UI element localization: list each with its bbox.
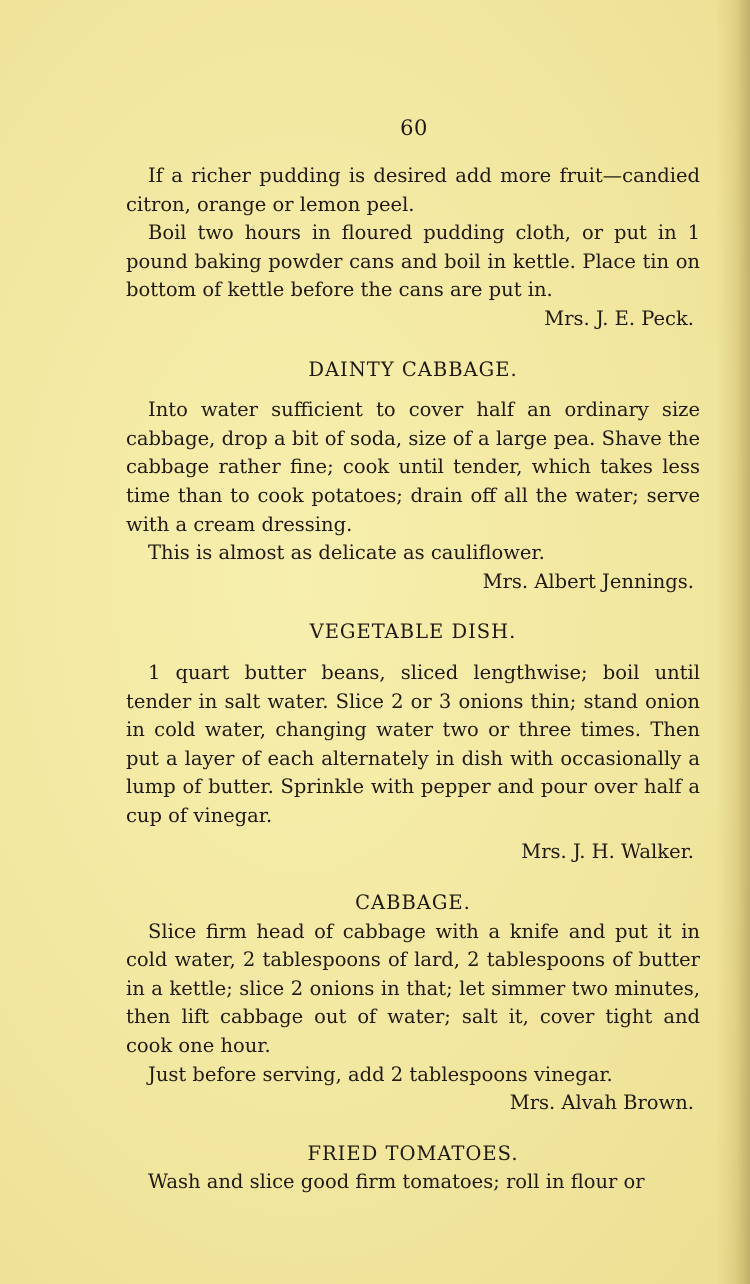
- paragraph: If a richer pudding is desired add more fruit—candied citron, orange or lemon peel.: [126, 164, 700, 216]
- recipe-signature: Mrs. J. H. Walker.: [521, 840, 694, 864]
- paragraph: Wash and slice good firm tomatoes; roll in flour or: [148, 1170, 645, 1194]
- paragraph: Slice firm head of cabbage with a knife and put it in cold water, 2 tablespoons of lard, 2 tablespoons of butter in a kettle; slice 2 onions in that; let simmer two minutes, then lift cabbage out of water; salt it, cover tight and cook one hour.: [126, 919, 700, 1058]
- paragraph: Just before serving, add 2 tablespoons vinegar.: [148, 1062, 613, 1086]
- paragraph: Boil two hours in floured pudding cloth, or put in 1 pound baking powder cans and boil in kettle. Place tin on bottom of kettle before the cans are put in.: [126, 221, 700, 302]
- recipe-vegetable-dish: [126, 618, 700, 867]
- paragraph: 1 quart butter beans, sliced lengthwise; boil until tender in salt water. Slice 2 or 3 onions thin; stand onion in cold water, changing water two or three times. Then put a layer of each alternately in dish with occasionally a lump of butter. Sprinkle with pepper and pour over half a cup of vinegar.: [126, 660, 700, 827]
- paragraph: Into water sufficient to cover half an ordinary size cabbage, drop a bit of soda, size of a large pea. Shave the cabbage rather fine; cook until tender, which takes less time than to cook potatoes; drain off all the water; serve with a cream dressing.: [126, 398, 700, 536]
- page-edge-shadow: [716, 0, 750, 1284]
- recipe-signature: Mrs. J. E. Peck.: [544, 306, 694, 330]
- recipe-heading: DAINTY CABBAGE.: [308, 357, 518, 381]
- recipe-cabbage: [126, 889, 700, 1118]
- page-number: 60: [400, 116, 428, 140]
- paragraph: This is almost as delicate as cauliflower.: [148, 541, 545, 565]
- recipe-heading: FRIED TOMATOES.: [307, 1141, 519, 1165]
- recipe-continuation: [126, 162, 700, 334]
- recipe-signature: Mrs. Albert Jennings.: [482, 569, 694, 593]
- recipe-fried-tomatoes: [126, 1140, 700, 1197]
- recipe-signature: Mrs. Alvah Brown.: [509, 1091, 694, 1115]
- recipe-heading: CABBAGE.: [355, 891, 471, 915]
- recipe-dainty-cabbage: [126, 356, 700, 597]
- recipe-heading: VEGETABLE DISH.: [309, 620, 517, 644]
- page-content: [126, 162, 700, 1197]
